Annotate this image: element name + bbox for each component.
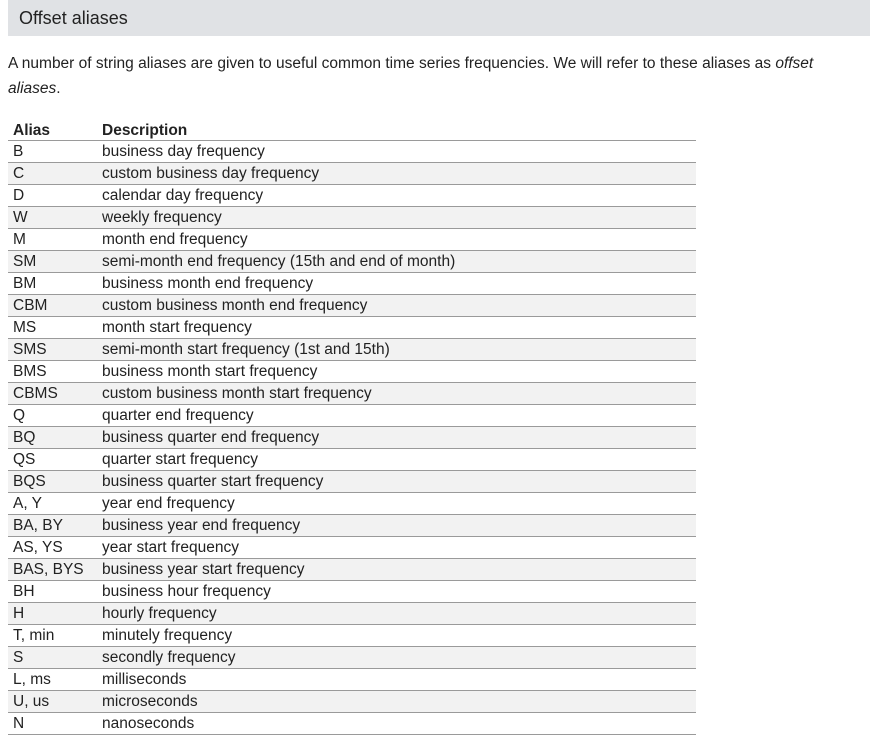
table-row [8, 427, 696, 449]
section-header [8, 0, 870, 36]
table-row [8, 603, 696, 625]
table-row [8, 625, 696, 647]
table-row [8, 647, 696, 669]
table-row [8, 559, 696, 581]
alias-cell: QS [8, 449, 97, 471]
alias-cell: BQS [8, 471, 97, 493]
table-row [8, 383, 696, 405]
alias-cell: MS [8, 317, 97, 339]
column-header-alias: Alias [8, 118, 97, 141]
description-cell: quarter start frequency [97, 449, 696, 471]
alias-cell: C [8, 163, 97, 185]
table-row [8, 339, 696, 361]
description-cell: semi-month start frequency (1st and 15th) [97, 339, 696, 361]
alias-cell: H [8, 603, 97, 625]
table-row [8, 295, 696, 317]
table-row [8, 537, 696, 559]
alias-cell: B [8, 141, 97, 163]
description-cell: secondly frequency [97, 647, 696, 669]
description-cell: custom business month start frequency [97, 383, 696, 405]
alias-cell: BM [8, 273, 97, 295]
description-cell: microseconds [97, 691, 696, 713]
description-cell: business month end frequency [97, 273, 696, 295]
description-cell: business year start frequency [97, 559, 696, 581]
table-row [8, 185, 696, 207]
intro-text: A number of string aliases are given to useful common time series frequencies. We will refer to these aliases as [8, 55, 776, 72]
intro-end: . [56, 80, 61, 97]
table-body [8, 141, 696, 735]
description-cell: business quarter start frequency [97, 471, 696, 493]
description-cell: semi-month end frequency (15th and end of month) [97, 251, 696, 273]
description-cell: business month start frequency [97, 361, 696, 383]
table-row [8, 361, 696, 383]
description-cell: custom business month end frequency [97, 295, 696, 317]
description-cell: minutely frequency [97, 625, 696, 647]
alias-cell: BAS, BYS [8, 559, 97, 581]
table-row [8, 669, 696, 691]
table-row [8, 273, 696, 295]
description-cell: year end frequency [97, 493, 696, 515]
table-row [8, 229, 696, 251]
alias-cell: BA, BY [8, 515, 97, 537]
alias-cell: BH [8, 581, 97, 603]
description-cell: nanoseconds [97, 713, 696, 735]
alias-cell: S [8, 647, 97, 669]
table-row [8, 251, 696, 273]
description-cell: quarter end frequency [97, 405, 696, 427]
table-row [8, 449, 696, 471]
alias-cell: A, Y [8, 493, 97, 515]
table-row [8, 405, 696, 427]
table-row [8, 471, 696, 493]
alias-cell: CBMS [8, 383, 97, 405]
alias-cell: U, us [8, 691, 97, 713]
description-cell: business year end frequency [97, 515, 696, 537]
description-cell: month start frequency [97, 317, 696, 339]
column-header-description: Description [97, 118, 696, 141]
description-cell: business hour frequency [97, 581, 696, 603]
description-cell: custom business day frequency [97, 163, 696, 185]
alias-cell: T, min [8, 625, 97, 647]
alias-cell: BQ [8, 427, 97, 449]
table-row [8, 515, 696, 537]
alias-cell: L, ms [8, 669, 97, 691]
intro-emphasis: offset aliases [8, 55, 814, 97]
alias-cell: SM [8, 251, 97, 273]
alias-cell: W [8, 207, 97, 229]
intro-paragraph [8, 51, 868, 101]
description-cell: calendar day frequency [97, 185, 696, 207]
alias-cell: D [8, 185, 97, 207]
alias-cell: AS, YS [8, 537, 97, 559]
offset-aliases-table [8, 118, 696, 735]
table-row [8, 141, 696, 163]
table-row [8, 691, 696, 713]
description-cell: business quarter end frequency [97, 427, 696, 449]
description-cell: year start frequency [97, 537, 696, 559]
description-cell: business day frequency [97, 141, 696, 163]
alias-cell: SMS [8, 339, 97, 361]
alias-cell: BMS [8, 361, 97, 383]
description-cell: weekly frequency [97, 207, 696, 229]
table-row [8, 317, 696, 339]
table-row [8, 207, 696, 229]
alias-cell: N [8, 713, 97, 735]
alias-cell: M [8, 229, 97, 251]
table-row [8, 713, 696, 735]
alias-cell: CBM [8, 295, 97, 317]
description-cell: hourly frequency [97, 603, 696, 625]
table-row [8, 581, 696, 603]
table-header-row [8, 118, 696, 141]
table-row [8, 163, 696, 185]
description-cell: month end frequency [97, 229, 696, 251]
section-title: Offset aliases [19, 7, 128, 28]
alias-cell: Q [8, 405, 97, 427]
table-row [8, 493, 696, 515]
description-cell: milliseconds [97, 669, 696, 691]
